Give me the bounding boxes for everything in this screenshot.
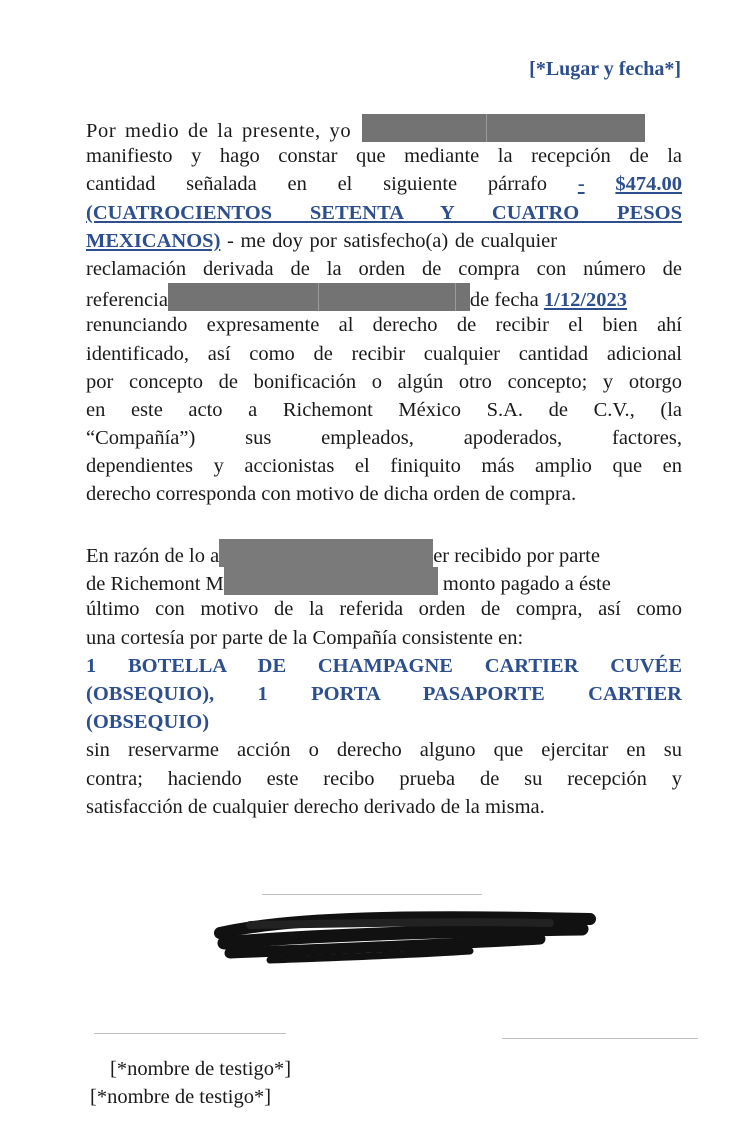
p1-line-5 (86, 227, 682, 255)
p1-line-1 (86, 114, 682, 142)
p1-line-6: reclamación derivada de la orden de compra con número de (86, 257, 682, 280)
p2-line-9: contra; haciendo este recibo prueba de su recepción y (86, 767, 682, 790)
p2-line-3: último con motivo de la referida orden de compra, así como (86, 598, 682, 621)
p2-line-1 (86, 539, 682, 567)
p1-l1-text: Por medio de la presente, yo (86, 120, 352, 142)
redacted-name-2 (487, 114, 645, 142)
witness-line-right (502, 1038, 698, 1039)
p1-l3-text: cantidad señalada en el siguiente párrafo (86, 173, 548, 196)
p1-line-13: dependientes y accionistas el finiquito más amplio que en (86, 455, 682, 478)
redacted-name (362, 114, 487, 142)
gift-items-line-3: (OBSEQUIO) (86, 711, 210, 734)
p2-line-4: una cortesía por parte de la Compañía consistente en: (86, 626, 524, 649)
p1-l7-text-a: referencia (86, 289, 168, 312)
redacted-reference (168, 283, 319, 311)
amount-words-line-2: MEXICANOS) (86, 229, 221, 252)
amount-words-line-1: (CUATROCIENTOS SETENTA Y CUATRO PESOS (86, 201, 682, 224)
witness-line-left (94, 1033, 286, 1034)
redacted-signature-scribble (210, 905, 600, 965)
p1-line-7 (86, 283, 682, 311)
p2-l1-text-a: En razón de lo a (86, 545, 220, 567)
gift-items-line-2: (OBSEQUIO), 1 PORTA PASAPORTE CARTIER (86, 682, 682, 705)
paragraph-courtesy (86, 539, 682, 821)
p1-line-14: derecho corresponda con motivo de dicha orden de compra. (86, 483, 577, 506)
order-date: 1/12/2023 (543, 289, 628, 312)
p2-line-8: sin reservarme acción o derecho alguno que ejercitar en su (86, 739, 682, 762)
place-date-placeholder: [*Lugar y fecha*] (529, 58, 681, 80)
amount-dash: - (577, 173, 585, 196)
p1-line-10: por concepto de bonificación o algún otro concepto; y otorgo (86, 370, 682, 393)
p2-line-2 (86, 567, 682, 595)
p1-line-3 (86, 170, 682, 198)
amount-number: $474.00 (615, 173, 682, 196)
p1-line-8: renunciando expresamente al derecho de recibir el bien ahí (86, 314, 682, 337)
p1-line-11: en este acto a Richemont México S.A. de C.V., (la (86, 398, 682, 421)
p1-line-12: “Compañía”) sus empleados, apoderados, factores, (86, 427, 682, 450)
p1-line-2: manifiesto y hago constar que mediante la recepción de la (86, 145, 682, 168)
witness-name-1: [*nombre de testigo*] (110, 1058, 292, 1080)
signature-line (262, 894, 482, 895)
p2-l2-text-a: de Richemont M (86, 573, 224, 596)
p2-l2-text-b: monto pagado a éste (442, 573, 611, 596)
redacted-reference-3 (456, 283, 470, 311)
p1-line-9: identificado, así como de recibir cualquier cantidad adicional (86, 342, 682, 365)
paragraph-settlement (86, 114, 682, 509)
p1-l5-text: - me doy por satisfecho(a) de cualquier (220, 229, 558, 252)
redacted-reference-2 (319, 283, 456, 311)
witness-name-2: [*nombre de testigo*] (90, 1086, 272, 1108)
gift-items-line-1: 1 BOTELLA DE CHAMPAGNE CARTIER CUVÉE (86, 654, 682, 677)
p1-l7-text-b: de fecha (469, 289, 539, 312)
redacted-text-1 (219, 539, 433, 567)
p2-line-10: satisfacción de cualquier derecho derivado de la misma. (86, 795, 545, 818)
redacted-text-2 (224, 567, 438, 595)
p2-l1-text-b: er recibido por parte (433, 545, 600, 567)
